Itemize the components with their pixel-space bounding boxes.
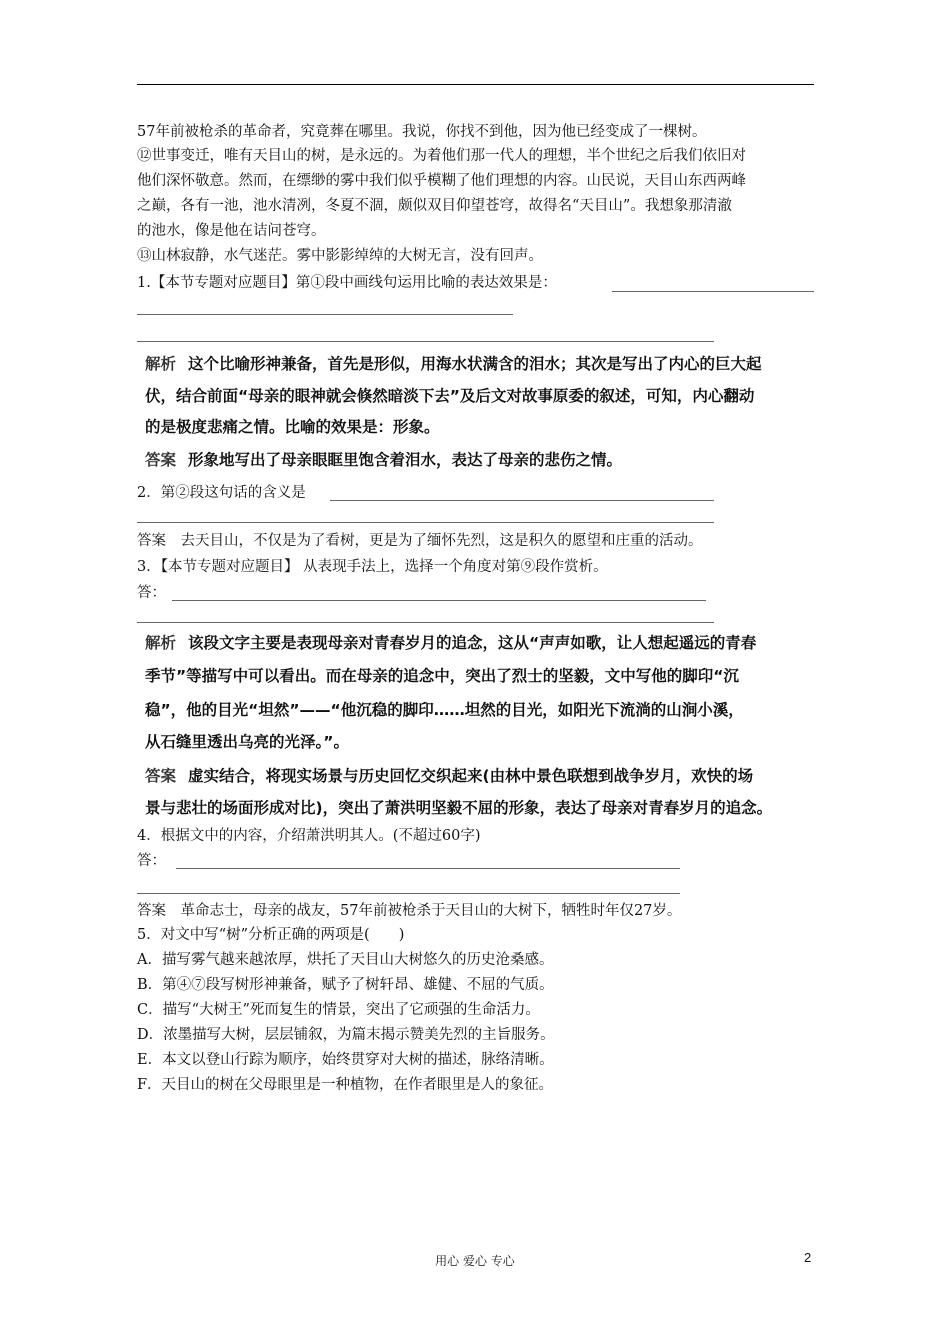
- page-number: 2: [804, 1250, 812, 1265]
- answer-blank-line: [137, 522, 714, 523]
- question-3: 3．【本节专题对应题目】 从表现手法上，选择一个角度对第⑨段作赏析。: [137, 559, 608, 575]
- analysis-text: 这个比喻形神兼备，首先是形似，用海水状满含的泪水；其次是写出了内心的巨大起: [188, 355, 762, 373]
- answer-blank-line: [137, 341, 714, 342]
- option-a: A．描写雾气越来越浓厚，烘托了天目山大树悠久的历史沧桑感。: [137, 952, 554, 968]
- analysis-q3-line-3: 稳”，他的目光“坦然”——“他沉稳的脚印……坦然的目光，如阳光下流淌的山涧小溪，: [145, 701, 744, 719]
- option-c: C．描写“大树王”死而复生的情景，突出了它顽强的生命活力。: [137, 1002, 540, 1018]
- answer-prompt: 答：: [137, 585, 166, 601]
- answer-blank-line: [176, 868, 680, 869]
- passage-paragraph-2-line-4: 的池水，像是他在诘问苍穹。: [137, 223, 326, 239]
- page-footer: 用心 爱心 专心: [435, 1254, 515, 1268]
- passage-paragraph-2-line-2: 他们深怀敬意。然而，在缥缈的雾中我们似乎模糊了他们理想的内容。山民说，天目山东西两峰: [137, 173, 746, 189]
- passage-paragraph-2-line-3: 之巅，各有一池，池水清冽，冬夏不涸，颇似双目仰望苍穹，故得名“天目山”。我想象那清澈: [137, 198, 732, 214]
- answer-blank-line: [137, 893, 680, 894]
- answer-q2: 答案 去天目山，不仅是为了看树，更是为了缅怀先烈，这是积久的愿望和庄重的活动。: [137, 533, 703, 549]
- answer-blank-line: [612, 291, 814, 292]
- analysis-label: 解析: [145, 355, 177, 373]
- analysis-q1-line-1: [145, 351, 762, 377]
- answer-label: 答案: [145, 451, 177, 469]
- question-5: 5．对文中写“树”分析正确的两项是( ): [137, 927, 405, 943]
- answer-blank-line: [330, 500, 714, 501]
- question-1: 1.【本节专题对应题目】第①段中画线句运用比喻的表达效果是：: [137, 275, 557, 291]
- option-b: B．第④⑦段写树形神兼备，赋予了树轩昂、雄健、不屈的气质。: [137, 977, 554, 993]
- answer-blank-line: [137, 622, 714, 623]
- analysis-q3-line-4: 从石缝里透出乌亮的光泽。”。: [145, 733, 349, 751]
- answer-q1: [145, 447, 622, 473]
- answer-text: 虚实结合，将现实场景与历史回忆交织起来(由林中景色联想到战争岁月，欢快的场: [188, 767, 754, 785]
- passage-paragraph-2-line-1: ⑫世事变迁，唯有天目山的树，是永远的。为着他们那一代人的理想，半个世纪之后我们依旧对: [137, 148, 746, 164]
- question-2: 2．第②段这句话的含义是: [137, 485, 306, 501]
- passage-paragraph-3: ⑬山林寂静，水气迷茫。雾中影影绰绰的大树无言，没有回声。: [137, 248, 543, 264]
- option-f: F．天目山的树在父母眼里是一种植物，在作者眼里是人的象征。: [137, 1077, 554, 1093]
- answer-q4: 答案 革命志士，母亲的战友，57年前被枪杀于天目山的大树下，牺牲时年仅27岁。: [137, 903, 682, 919]
- answer-text: 形象地写出了母亲眼眶里饱含着泪水，表达了母亲的悲伤之情。: [188, 451, 623, 469]
- analysis-q1-line-3: 的是极度悲痛之情。比喻的效果是：形象。: [145, 418, 440, 436]
- answer-q3-line-2: 景与悲壮的场面形成对比)，突出了萧洪明坚毅不屈的形象，表达了母亲对青春岁月的追念。: [145, 799, 773, 817]
- analysis-q3-line-1: [145, 630, 756, 656]
- answer-q3-line-1: [145, 763, 753, 789]
- analysis-q1-line-2: 伏，结合前面“母亲的眼神就会倏然暗淡下去”及后文对故事原委的叙述，可知，内心翻动: [145, 387, 755, 405]
- question-4: 4．根据文中的内容，介绍萧洪明其人。(不超过60字): [137, 828, 481, 844]
- answer-label: 答案: [145, 767, 177, 785]
- answer-blank-line: [137, 314, 513, 315]
- option-e: E．本文以登山行踪为顺序，始终贯穿对大树的描述，脉络清晰。: [137, 1052, 554, 1068]
- analysis-text: 该段文字主要是表现母亲对青春岁月的追念，这从“声声如歌，让人想起遥远的青春: [188, 634, 757, 652]
- answer-blank-line: [172, 600, 706, 601]
- option-d: D．浓墨描写大树，层层铺叙，为篇末揭示赞美先烈的主旨服务。: [137, 1027, 555, 1043]
- passage-paragraph-1: 57年前被枪杀的革命者，究竟葬在哪里。我说，你找不到他，因为他已经变成了一棵树。: [137, 124, 707, 140]
- analysis-q3-line-2: 季节”等描写中可以看出。而在母亲的追念中，突出了烈士的坚毅，文中写他的脚印“沉: [145, 667, 739, 685]
- header-rule: [137, 84, 814, 85]
- answer-prompt: 答：: [137, 853, 166, 869]
- analysis-label: 解析: [145, 634, 177, 652]
